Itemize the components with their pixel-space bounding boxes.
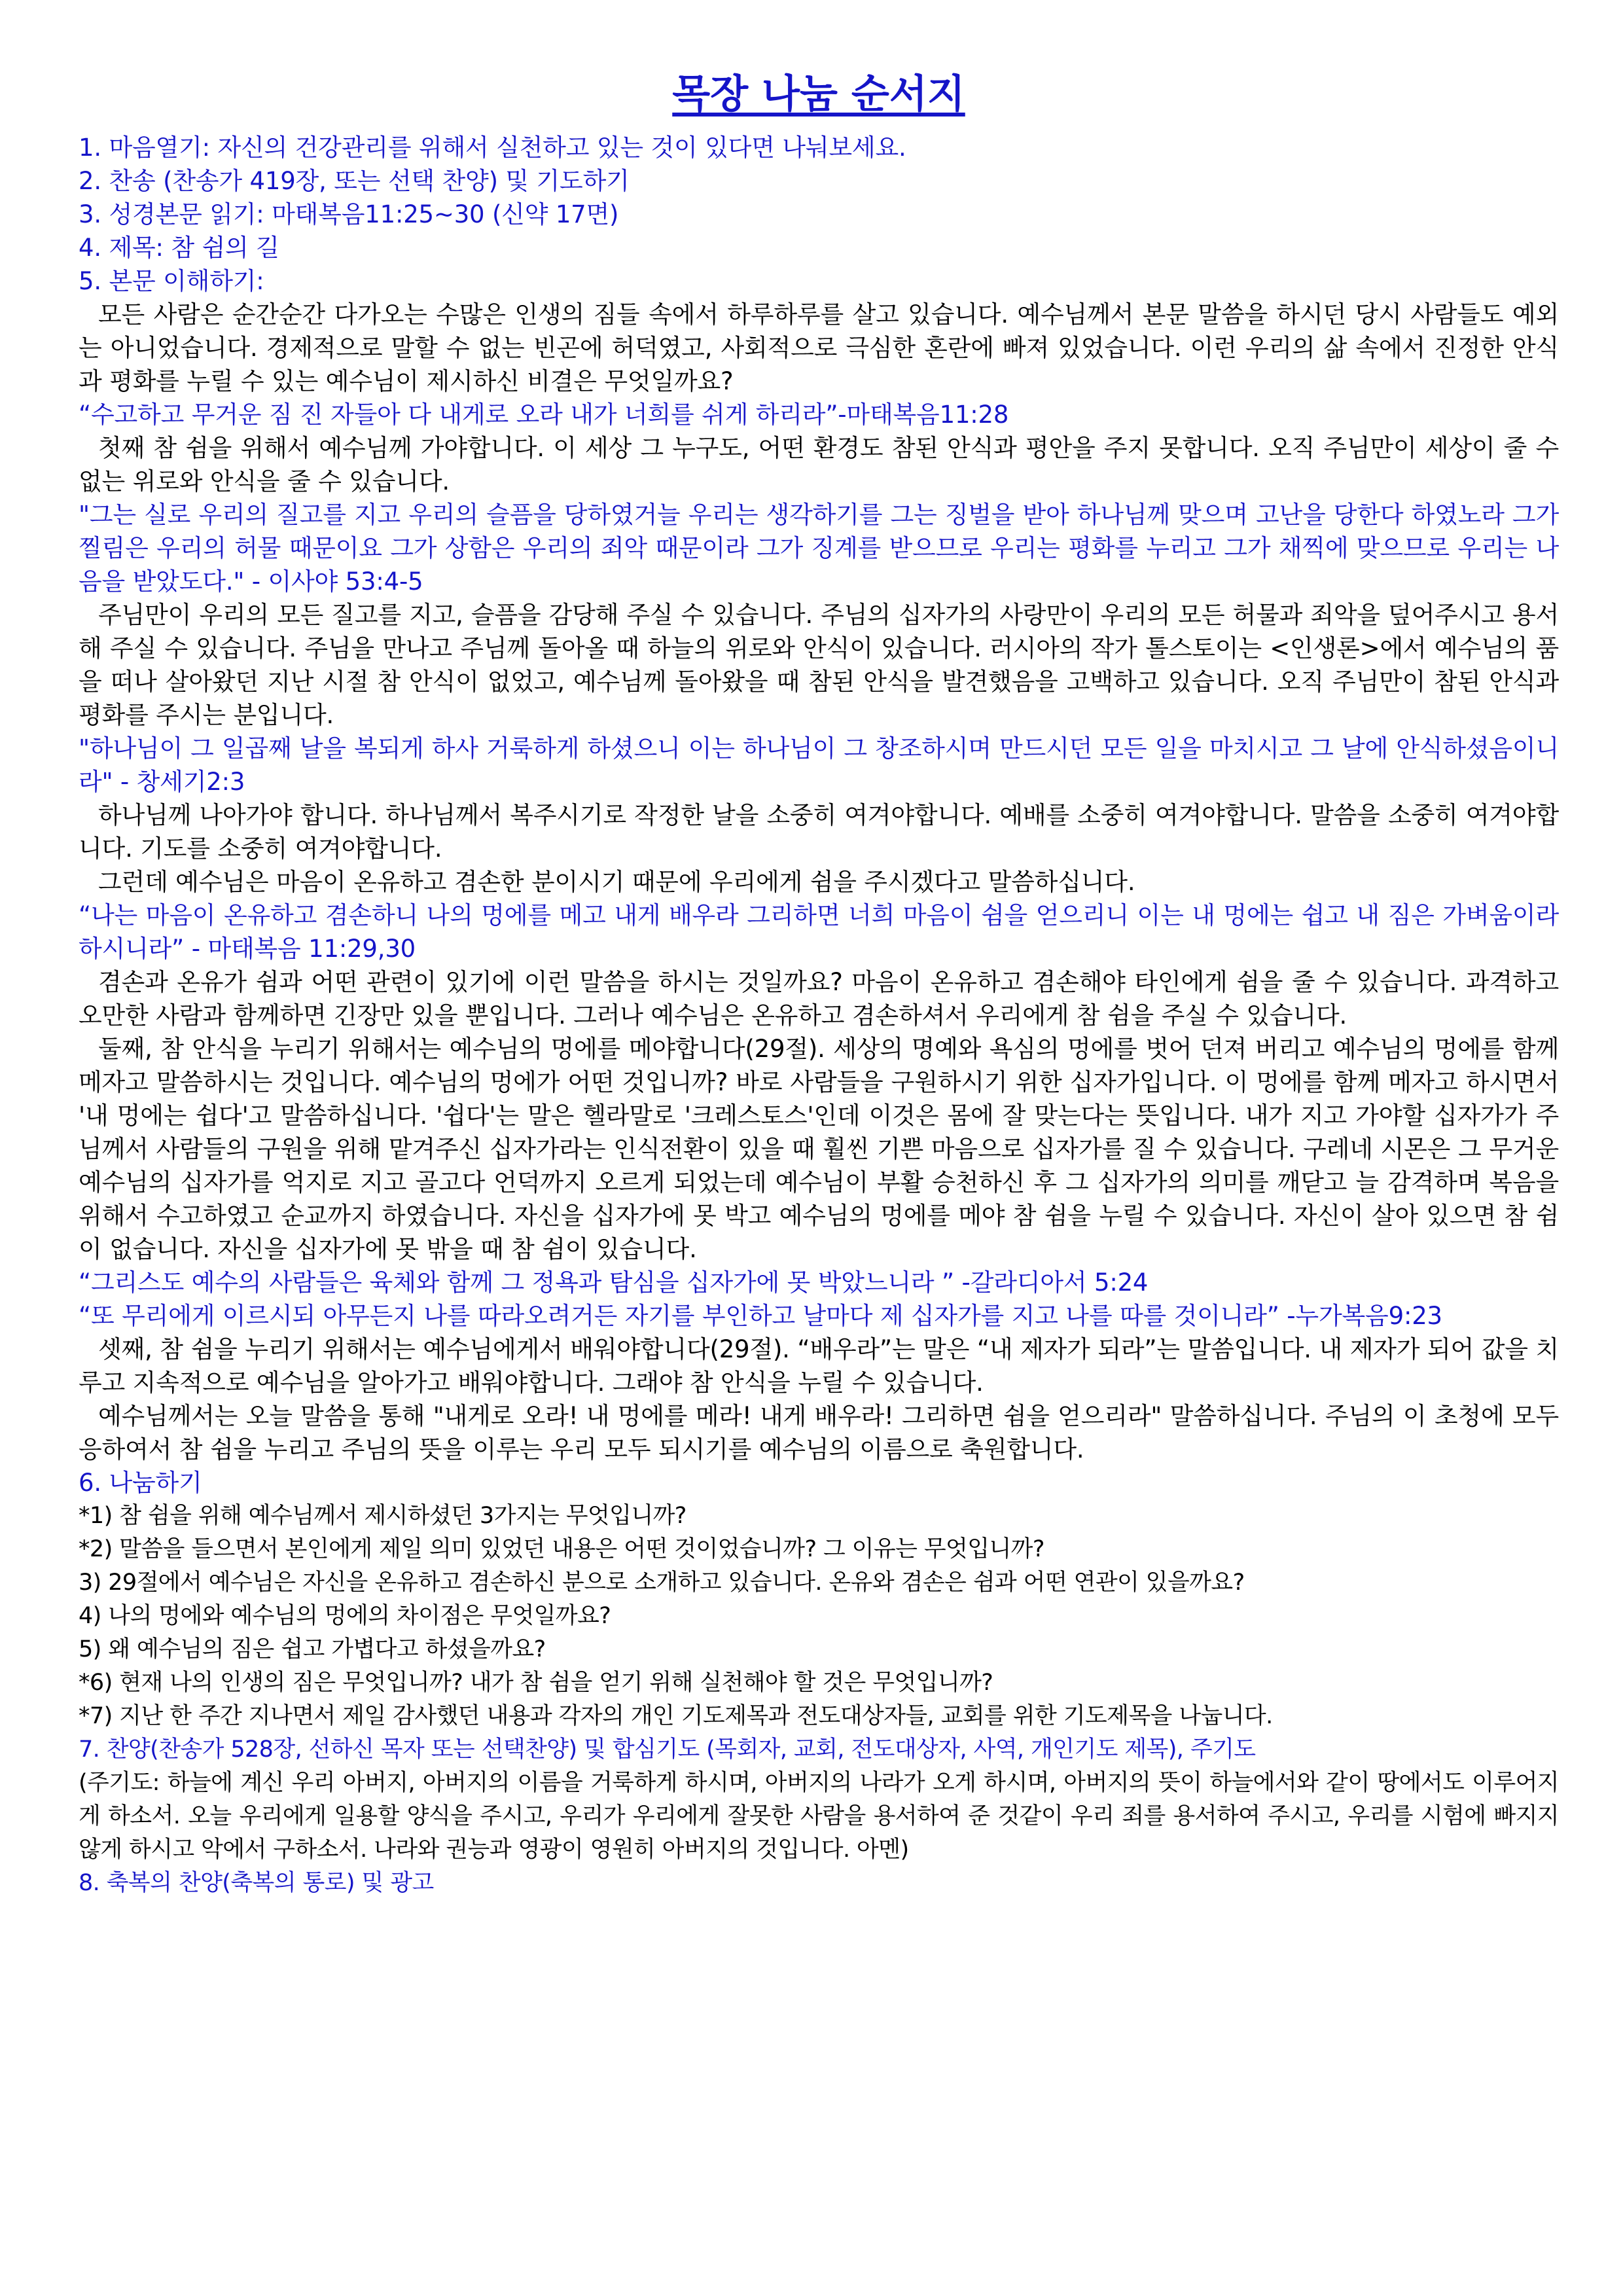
scripture-quote: “수고하고 무거운 짐 진 자들아 다 내게로 오라 내가 너희를 쉬게 하리라”-마태복음11:28 (79, 401, 1009, 429)
sharing-question: *7) 지난 한 주간 지나면서 제일 감사했던 내용과 각자의 개인 기도제목과 전도대상자들, 교회를 위한 기도제목을 나눕니다. (79, 1703, 1273, 1729)
body-paragraph: 둘째, 참 안식을 누리기 위해서는 예수님의 멍에를 메야합니다(29절). 세상의 명예와 욕심의 멍에를 벗어 던져 버리고 예수님의 멍에를 함께 메자고 말씀하시는 것입니다. 예수님의 멍에가 어떤 것입니까? 바로 사람들을 구원하시기 위한 십자가입니다. 이 멍에를 함께 메자고 하시면서 '내 멍에는 쉽다'고 말씀하십니다. '쉽다'는 말은 헬라말로 '크레스토스'인데 이것은 몸에 잘 맞는다는 뜻입니다. 내가 지고 가야할 십자가가 주님께서 사람들의 구원을 위해 맡겨주신 십자가라는 인식전환이 있을 때 훨씬 기쁜 마음으로 십자가를 질 수 있습니다. 구레네 시몬은 그 무거운 예수님의 십자가를 억지로 지고 골고다 언덕까지 오르게 되었는데 예수님이 부활 승천하신 후 그 십자가의 의미를 깨닫고 늘 감격하며 복음을 위해서 수고하였고 순교까지 하였습니다. 자신을 십자가에 못 박고 예수님의 멍에를 메야 참 쉼을 누릴 수 있습니다. 자신이 살아 있으면 참 쉼이 없습니다. 자신을 십자가에 못 밖을 때 참 쉼이 있습니다. (79, 1035, 1559, 1263)
item-opening: 1. 마음열기: 자신의 건강관리를 위해서 실천하고 있는 것이 있다면 나눠보세요. (79, 134, 906, 162)
item-hymn: 2. 찬송 (찬송가 419장, 또는 선택 찬양) 및 기도하기 (79, 167, 630, 195)
body-paragraph: 주님만이 우리의 모든 질고를 지고, 슬픔을 감당해 주실 수 있습니다. 주님의 십자가의 사랑만이 우리의 모든 허물과 죄악을 덮어주시고 용서해 주실 수 있습니다. 주님을 만나고 주님께 돌아올 때 하늘의 위로와 안식이 있습니다. 러시아의 작가 톨스토이는 <인생론>에서 예수님의 품을 떠나 살아왔던 지난 시절 참 안식이 없었고, 예수님께 돌아왔을 때 참된 안식을 발견했음을 고백하고 있습니다. 오직 주님만이 참된 안식과 평화를 주시는 분입니다. (79, 601, 1559, 729)
item-closing-prayer: 7. 찬양(찬송가 528장, 선하신 목자 또는 선택찬양) 및 합심기도 (목회자, 교회, 전도대상자, 사역, 개인기도 제목), 주기도 (79, 1736, 1256, 1763)
item-blessing: 8. 축복의 찬양(축복의 통로) 및 광고 (79, 1870, 434, 1896)
scripture-quote: “그리스도 예수의 사람들은 육체와 함께 그 정욕과 탐심을 십자가에 못 박았느니라 ” -갈라디아서 5:24 (79, 1268, 1149, 1297)
sharing-question: 3) 29절에서 예수님은 자신을 온유하고 겸손하신 분으로 소개하고 있습니다. 온유와 겸손은 쉼과 어떤 연관이 있을까요? (79, 1570, 1245, 1596)
body-paragraph: 셋째, 참 쉼을 누리기 위해서는 예수님에게서 배워야합니다(29절). “배우라”는 말은 “내 제자가 되라”는 말씀입니다. 내 제자가 되어 값을 치루고 지속적으로 예수님을 알아가고 배워야합니다. 그래야 참 안식을 누릴 수 있습니다. (79, 1335, 1559, 1397)
sharing-heading: 6. 나눔하기 (79, 1469, 202, 1497)
scripture-quote: "하나님이 그 일곱째 날을 복되게 하사 거룩하게 하셨으니 이는 하나님이 그 창조하시며 만드시던 모든 일을 마치시고 그 날에 안식하셨음이니라" - 창세기2:3 (79, 734, 1559, 796)
body-paragraph: 겸손과 온유가 쉼과 어떤 관련이 있기에 이런 말씀을 하시는 것일까요? 마음이 온유하고 겸손해야 타인에게 쉼을 줄 수 있습니다. 과격하고 오만한 사람과 함께하면 긴장만 있을 뿐입니다. 그러나 예수님은 온유하고 겸손하셔서 우리에게 참 쉼을 주실 수 있습니다. (79, 968, 1559, 1030)
sharing-question: *1) 참 쉼을 위해 예수님께서 제시하셨던 3가지는 무엇입니까? (79, 1503, 687, 1529)
body-paragraph: 첫째 참 쉼을 위해서 예수님께 가야합니다. 이 세상 그 누구도, 어떤 환경도 참된 안식과 평안을 주지 못합니다. 오직 주님만이 세상이 줄 수 없는 위로와 안식을 줄 수 있습니다. (79, 434, 1559, 495)
scripture-quote: “또 무리에게 이르시되 아무든지 나를 따라오려거든 자기를 부인하고 날마다 제 십자가를 지고 나를 따를 것이니라” -누가복음9:23 (79, 1302, 1442, 1330)
body-paragraph: 하나님께 나아가야 합니다. 하나님께서 복주시기로 작정한 날을 소중히 여겨야합니다. 예배를 소중히 여겨야합니다. 말씀을 소중히 여겨야합니다. 기도를 소중히 여겨야합니다. (79, 801, 1559, 863)
scripture-quote: “나는 마음이 온유하고 겸손하니 나의 멍에를 메고 내게 배우라 그리하면 너희 마음이 쉼을 얻으리니 이는 내 멍에는 쉽고 내 짐은 가벼움이라 하시니라” - 마태복음 11:29,30 (79, 901, 1559, 963)
body-paragraph: 모든 사람은 순간순간 다가오는 수많은 인생의 짐들 속에서 하루하루를 살고 있습니다. 예수님께서 본문 말씀을 하시던 당시 사람들도 예외는 아니었습니다. 경제적으로 말할 수 없는 빈곤에 허덕였고, 사회적으로 극심한 혼란에 빠져 있었습니다. 이런 우리의 삶 속에서 진정한 안식과 평화를 누릴 수 있는 예수님이 제시하신 비결은 무엇일까요? (79, 300, 1559, 395)
item-scripture: 3. 성경본문 읽기: 마태복음11:25~30 (신약 17면) (79, 200, 619, 228)
sharing-question: 5) 왜 예수님의 짐은 쉽고 가볍다고 하셨을까요? (79, 1636, 546, 1662)
page-title: 목장 나눔 순서지 (672, 71, 965, 117)
scripture-quote: "그는 실로 우리의 질고를 지고 우리의 슬픔을 당하였거늘 우리는 생각하기를 그는 징벌을 받아 하나님께 맞으며 고난을 당한다 하였노라 그가 찔림은 우리의 허물 때문이요 그가 상함은 우리의 죄악 때문이라 그가 징계를 받으므로 우리는 평화를 누리고 그가 채찍에 맞으므로 우리는 나음을 받았도다." - 이사야 53:4-5 (79, 501, 1559, 596)
body-paragraph: 예수님께서는 오늘 말씀을 통해 "내게로 오라! 내 멍에를 메라! 내게 배우라! 그리하면 쉼을 얻으리라" 말씀하십니다. 주님의 이 초청에 모두 응하여서 참 쉼을 누리고 주님의 뜻을 이루는 우리 모두 되시기를 예수님의 이름으로 축원합니다. (79, 1402, 1559, 1463)
sharing-question: *6) 현재 나의 인생의 짐은 무엇입니까? 내가 참 쉼을 얻기 위해 실천해야 할 것은 무엇입니까? (79, 1670, 993, 1696)
item-understanding: 5. 본문 이해하기: (79, 267, 264, 295)
sharing-question: 4) 나의 멍에와 예수님의 멍에의 차이점은 무엇일까요? (79, 1603, 611, 1629)
worship-order-document (79, 65, 1559, 1900)
body-paragraph: 그런데 예수님은 마음이 온유하고 겸손한 분이시기 때문에 우리에게 쉼을 주시겠다고 말씀하십니다. (98, 868, 1135, 896)
sharing-question: *2) 말씀을 들으면서 본인에게 제일 의미 있었던 내용은 어떤 것이었습니까? 그 이유는 무엇입니까? (79, 1536, 1044, 1562)
item-subject: 4. 제목: 참 쉼의 길 (79, 234, 279, 262)
lords-prayer: (주기도: 하늘에 계신 우리 아버지, 아버지의 이름을 거룩하게 하시며, 아버지의 나라가 오게 하시며, 아버지의 뜻이 하늘에서와 같이 땅에서도 이루어지게 하소서. 오늘 우리에게 일용할 양식을 주시고, 우리가 우리에게 잘못한 사람을 용서하여 준 것같이 우리 죄를 용서하여 주시고, 우리를 시험에 빠지지 않게 하시고 악에서 구하소서. 나라와 권능과 영광이 영원히 아버지의 것입니다. 아멘) (79, 1770, 1559, 1863)
